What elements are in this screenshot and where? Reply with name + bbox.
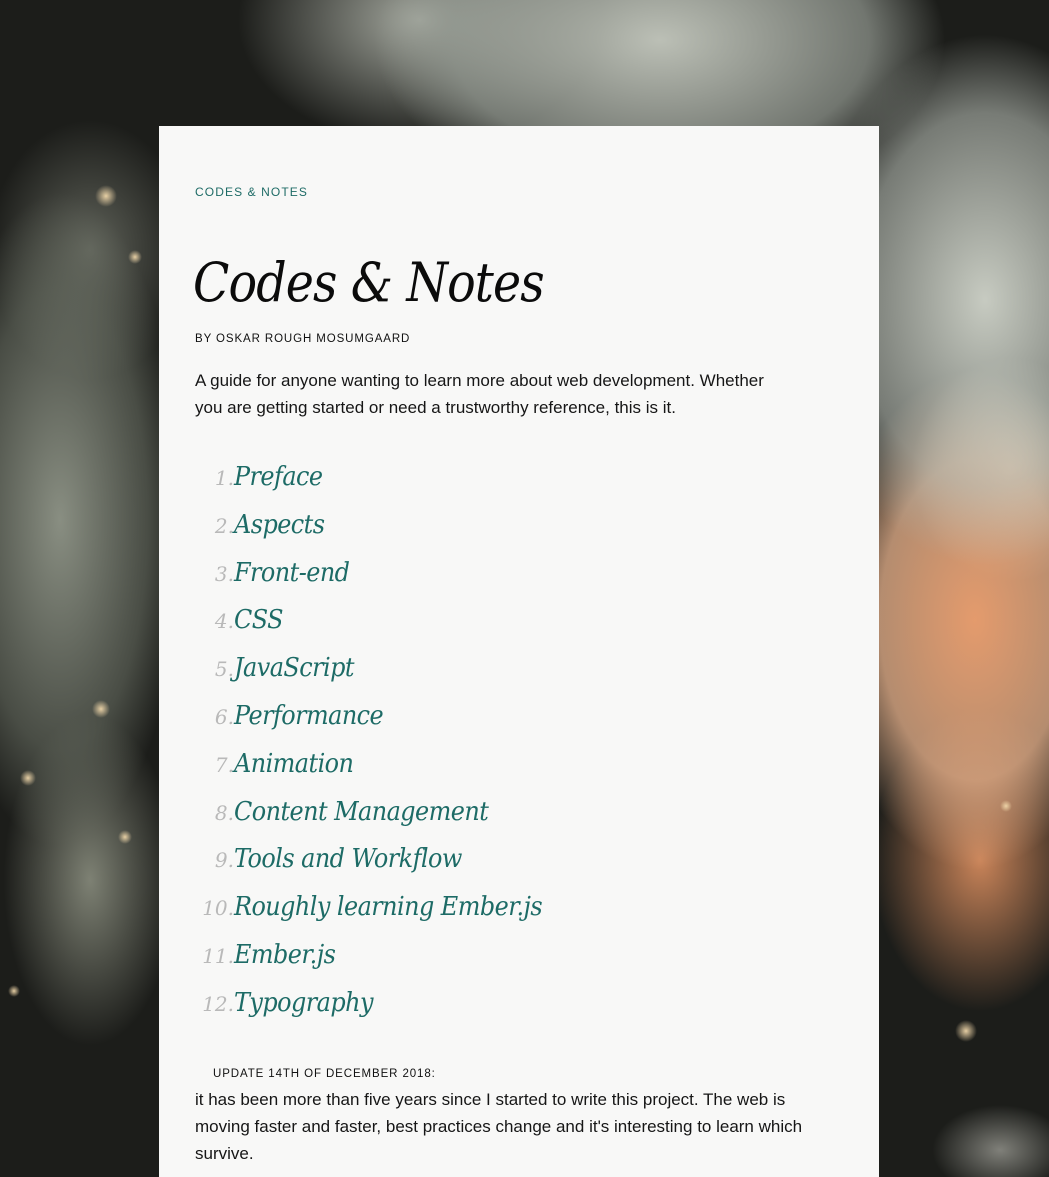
page-title: Codes & Notes bbox=[193, 251, 544, 314]
toc-link-javascript[interactable]: JavaScript bbox=[234, 653, 354, 684]
background-speck bbox=[92, 700, 110, 718]
toc-link-front-end[interactable]: Front-end bbox=[234, 557, 350, 588]
toc-number: 1. bbox=[214, 466, 234, 490]
toc-number: 6. bbox=[214, 704, 234, 729]
toc-link-typography[interactable]: Typography bbox=[234, 987, 373, 1018]
site-home-link[interactable]: CODES & NOTES bbox=[195, 185, 308, 199]
toc-link-css[interactable]: CSS bbox=[234, 605, 284, 636]
background-speck bbox=[20, 770, 36, 786]
toc-link-preface[interactable]: Preface bbox=[234, 462, 323, 492]
toc-item bbox=[195, 558, 795, 606]
background-speck bbox=[1000, 800, 1012, 812]
toc-item bbox=[195, 605, 795, 653]
toc-number: 8. bbox=[214, 800, 234, 825]
content-panel bbox=[159, 126, 879, 1177]
toc-link-tools-and-workflow[interactable]: Tools and Workflow bbox=[234, 844, 462, 875]
background-speck bbox=[95, 185, 117, 207]
background-speck bbox=[8, 985, 20, 997]
author-byline: BY OSKAR ROUGH MOSUMGAARD bbox=[195, 333, 411, 345]
update-label: UPDATE 14TH OF DECEMBER 2018: bbox=[213, 1068, 436, 1080]
toc-number: 4. bbox=[214, 609, 234, 634]
toc-link-performance[interactable]: Performance bbox=[234, 700, 384, 731]
intro-paragraph: A guide for anyone wanting to learn more about web development. Whether you are getting started or need a trustworthy reference, this is it. bbox=[195, 371, 764, 417]
toc-number: 9. bbox=[214, 848, 234, 873]
toc-number: 2. bbox=[214, 513, 234, 538]
background-speck bbox=[118, 830, 132, 844]
toc-link-animation[interactable]: Animation bbox=[234, 748, 354, 779]
toc-item bbox=[195, 988, 795, 1036]
background-speck bbox=[955, 1020, 977, 1042]
toc-number: 10. bbox=[202, 896, 234, 921]
background-speck bbox=[128, 250, 142, 264]
toc-item bbox=[195, 940, 795, 988]
toc-item bbox=[195, 844, 795, 892]
toc-item bbox=[195, 510, 795, 558]
toc-item bbox=[195, 797, 795, 845]
toc-number: 12. bbox=[202, 991, 234, 1016]
toc-number: 3. bbox=[214, 561, 234, 586]
toc-number: 7. bbox=[214, 752, 234, 777]
toc-item bbox=[195, 749, 795, 797]
update-paragraph: it has been more than five years since I started to write this project. The web is moving faster and faster, best practices change and it's interesting to learn which survive. bbox=[195, 1090, 803, 1163]
toc-link-aspects[interactable]: Aspects bbox=[234, 509, 325, 540]
toc-link-emberjs[interactable]: Ember.js bbox=[234, 939, 336, 970]
toc-item bbox=[195, 653, 795, 701]
toc-number: 11. bbox=[202, 943, 234, 968]
toc-link-content-management[interactable]: Content Management bbox=[234, 796, 489, 827]
toc-link-roughly-learning-emberjs[interactable]: Roughly learning Ember.js bbox=[234, 892, 543, 923]
table-of-contents bbox=[195, 462, 795, 1036]
toc-number: 5. bbox=[214, 657, 234, 682]
toc-item bbox=[195, 701, 795, 749]
toc-item bbox=[195, 892, 795, 940]
toc-item bbox=[195, 462, 795, 510]
